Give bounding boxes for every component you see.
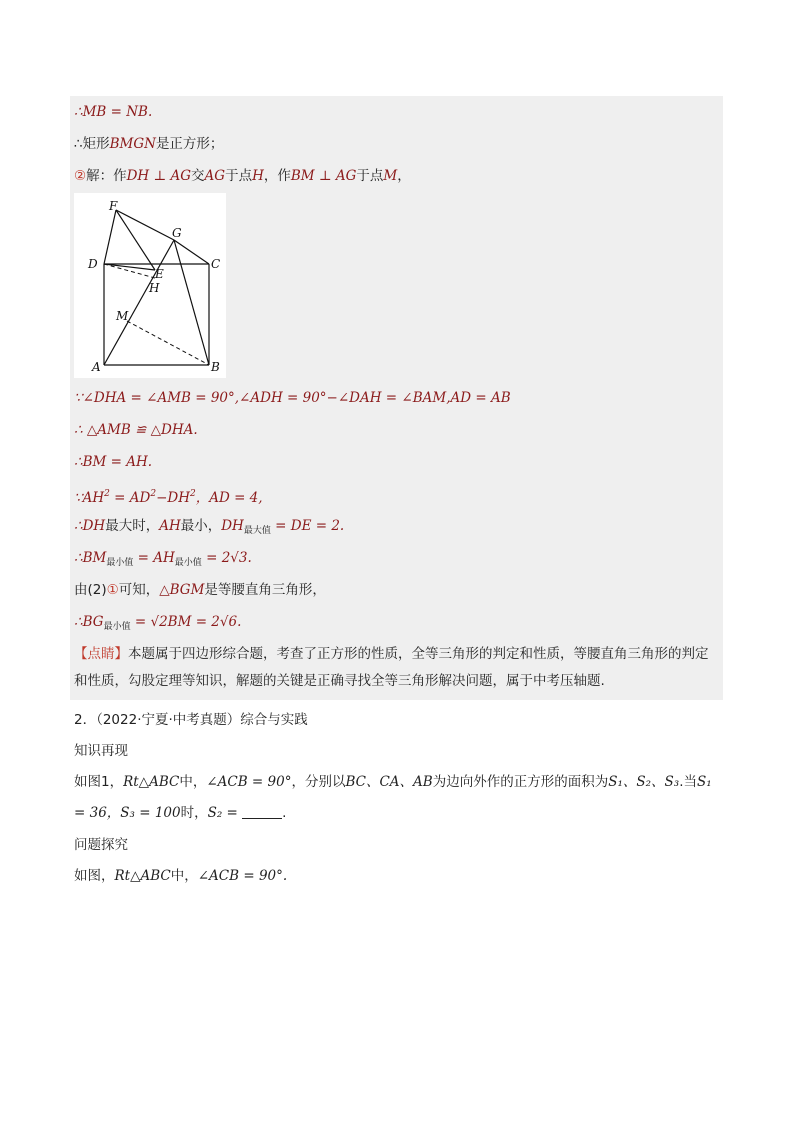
text: 于点 — [225, 168, 253, 184]
math-text: BMGN — [109, 136, 156, 152]
label-M: M — [116, 309, 129, 323]
math-text: ∴MB = NB. — [74, 104, 153, 120]
text: 交 — [191, 168, 205, 184]
text: 最大时， — [105, 518, 160, 534]
math-text: = √2BM = 2√6. — [130, 614, 242, 630]
comment-paragraph — [74, 641, 720, 695]
text: ，分别以 — [291, 774, 346, 790]
math-text: DH — [82, 518, 106, 534]
math-text: AG — [204, 168, 226, 184]
text: 由(2) — [74, 582, 107, 598]
text: .当 — [679, 774, 697, 790]
geometry-diagram — [74, 193, 226, 378]
text: 可知， — [118, 582, 160, 598]
solution-line-10 — [74, 581, 326, 599]
text: 中， — [179, 774, 207, 790]
solution-line-7 — [74, 485, 263, 507]
math-text: BG — [82, 614, 104, 630]
text: 于点 — [356, 168, 384, 184]
text: 是等腰直角三角形， — [204, 582, 326, 598]
math-text: ∴ — [74, 550, 83, 566]
math-text: ∵∠DHA = ∠AMB = 90°,∠ADH = 90°−∠DAH = ∠BAM,AD = AB — [74, 390, 511, 406]
math-text: Rt△ABC — [114, 868, 171, 884]
geometry-figure — [74, 193, 226, 378]
math-text: S₂ = — [207, 805, 238, 821]
label-E: E — [155, 267, 164, 281]
solution-line-5 — [74, 421, 198, 439]
subscript: 最小值 — [106, 558, 134, 568]
math-text: −DH — [156, 490, 190, 506]
superscript: 2 — [104, 489, 110, 499]
comment-tag: 【点睛】 — [74, 646, 128, 662]
question-body-line-1 — [74, 773, 712, 791]
label-B: B — [211, 360, 220, 374]
answer-blank[interactable] — [242, 806, 282, 819]
math-text: S₁ — [697, 774, 712, 790]
solution-line-4 — [74, 389, 511, 407]
solution-line-2 — [74, 135, 223, 153]
question-header: 2．（2022·宁夏·中考真题）综合与实践 — [74, 712, 308, 728]
solution-line-11 — [74, 613, 241, 636]
math-text: BM — [82, 550, 107, 566]
solution-line-6 — [74, 453, 152, 471]
math-text: ∴BM = AH. — [74, 454, 153, 470]
section-heading-2: 问题探究 — [74, 837, 128, 853]
text: ，作 — [263, 168, 291, 184]
superscript: 2 — [189, 489, 196, 499]
solution-line-8 — [74, 517, 344, 540]
math-text: ∴ △AMB ≌ △DHA. — [74, 422, 198, 438]
math-text: ∴ — [74, 614, 83, 630]
text: 最小， — [180, 518, 222, 534]
text: ， — [397, 168, 411, 184]
subscript: 最小值 — [174, 558, 202, 568]
math-text: BC、CA、AB — [345, 774, 433, 790]
text: 为边向外作的正方形的面积为 — [432, 774, 609, 790]
label-A: A — [92, 360, 101, 374]
label-C: C — [211, 257, 221, 271]
math-text: = 36，S₃ = 100 — [74, 805, 181, 821]
circled-number: ② — [74, 168, 87, 184]
label-D: D — [88, 257, 98, 271]
math-text: H — [252, 168, 264, 184]
question-body-line-2 — [74, 804, 286, 822]
math-text: = DE = 2. — [270, 518, 345, 534]
math-text: = AH — [133, 550, 175, 566]
solution-line-3 — [74, 167, 411, 185]
math-text: ，AD = 4, — [195, 490, 263, 506]
text: . — [282, 805, 287, 821]
subscript: 最小值 — [103, 622, 131, 632]
math-text: M — [383, 168, 398, 184]
math-text: = AD — [109, 490, 151, 506]
math-text: Rt△ABC — [123, 774, 180, 790]
text: 时， — [180, 805, 208, 821]
math-text: ∵AH — [74, 490, 105, 506]
question-body-line-3 — [74, 867, 287, 885]
solution-line-1 — [74, 103, 152, 121]
math-text: ∠ACB = 90°. — [197, 868, 288, 884]
solution-line-9 — [74, 549, 252, 572]
superscript: 2 — [150, 489, 157, 499]
label-F: F — [109, 199, 118, 213]
label-G: G — [172, 226, 182, 240]
label-H: H — [149, 281, 160, 295]
math-text: DH ⊥ AG — [126, 168, 192, 184]
comment-text: 本题属于四边形综合题，考查了正方形的性质，全等三角形的判定和性质，等腰直角三角形的判定和性质，勾股定理等知识，解题的关键是正确寻找全等三角形解决问题，属于中考压轴题. — [74, 646, 709, 689]
subscript: 最大值 — [243, 526, 271, 536]
text: ∴矩形 — [74, 136, 110, 152]
text: 如图1， — [74, 774, 124, 790]
math-text: ∴ — [74, 518, 83, 534]
math-text: ∠ACB = 90° — [206, 774, 292, 790]
circled-number: ① — [106, 582, 119, 598]
text: 是正方形； — [155, 136, 224, 152]
math-text: AH — [159, 518, 181, 534]
math-text: = 2√3. — [201, 550, 252, 566]
math-text: BM ⊥ AG — [290, 168, 357, 184]
math-text: DH — [221, 518, 244, 534]
text: 如图， — [74, 868, 115, 884]
text: 中， — [170, 868, 198, 884]
text: 解：作 — [86, 168, 127, 184]
section-heading-1: 知识再现 — [74, 743, 128, 759]
math-text: S₁、S₂、S₃ — [608, 774, 680, 790]
math-text: △BGM — [159, 582, 205, 598]
